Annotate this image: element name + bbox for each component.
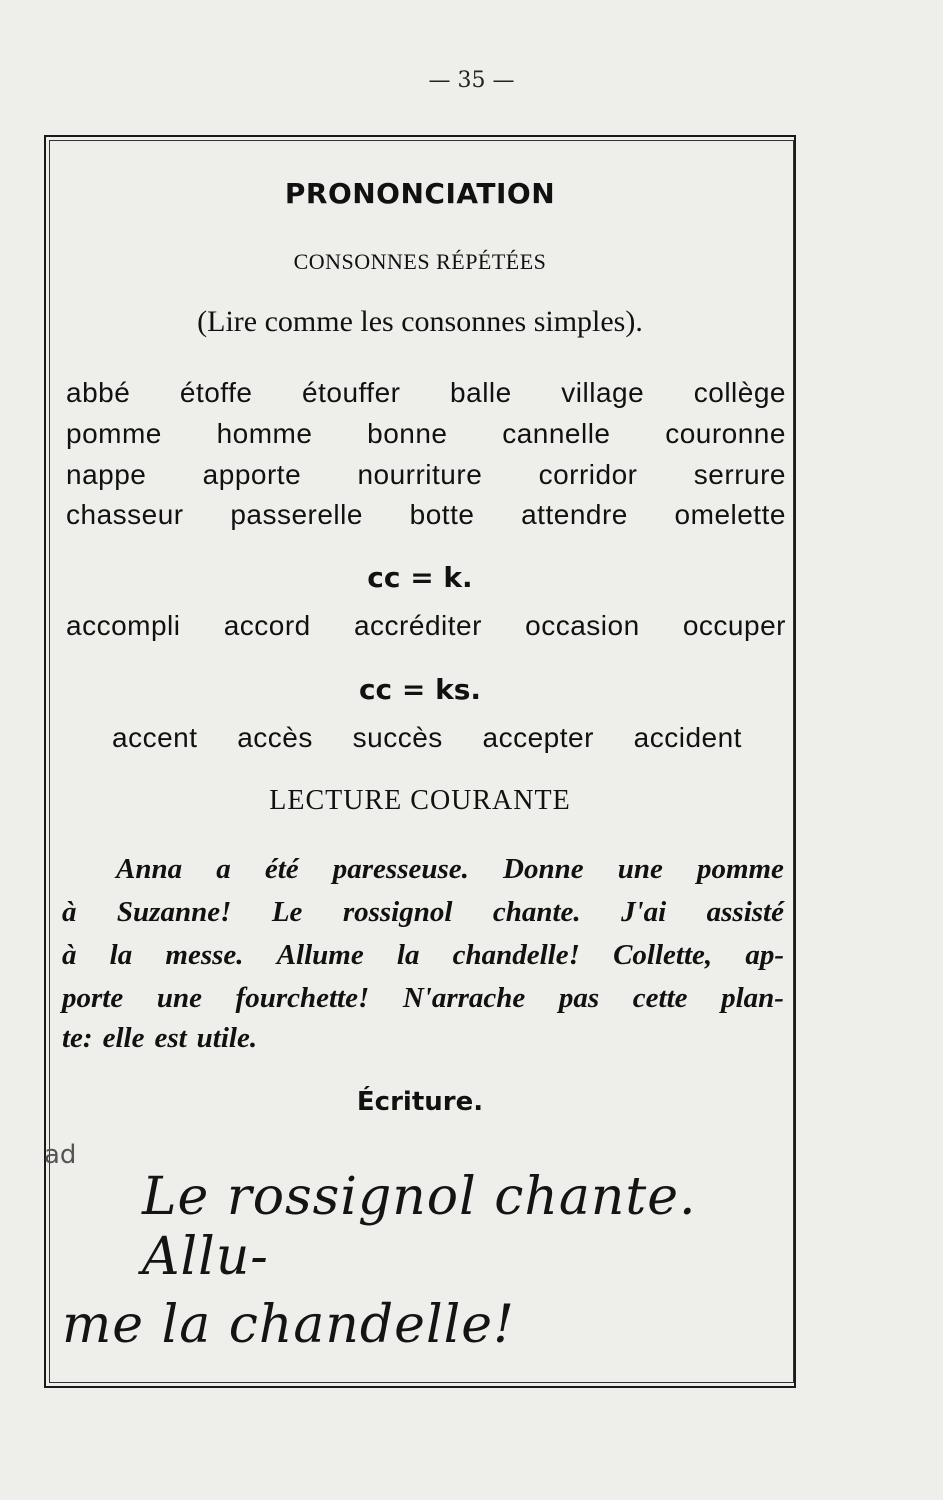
cursive-line-2: me la chandelle! [62,1295,515,1355]
reading-word: Allume [276,939,364,971]
word: étouffer [302,377,401,408]
reading-word: paresseuse. [332,853,469,885]
reading-word: plan- [721,982,784,1014]
word: homme [216,418,313,449]
reading-word: J'ai [621,896,667,928]
reading-word: Suzanne! [116,896,232,928]
word: abbé [66,377,131,408]
lesson-frame [44,135,796,1388]
page-number: — 35 — [428,68,515,93]
reading-word: ap- [745,939,784,971]
reading-word: la [396,939,420,971]
word: cannelle [502,418,611,449]
reading-word: fourchette! [235,982,370,1014]
reading-word: te: [62,1022,93,1054]
cursive-line-1: Le rossignol chante. Allu- [142,1167,697,1287]
word: bonne [367,418,448,449]
reading-word: Donne [503,853,584,885]
reading-word: rossignol [342,896,453,928]
word: couronne [665,418,786,449]
word: nourriture [357,459,483,490]
word-line-4 [66,499,786,531]
word: village [561,377,645,408]
word: omelette [674,499,786,530]
reading-word: à [62,896,77,928]
reading-line-2 [62,896,784,929]
word: balle [450,377,512,408]
rule-cc-k: cc = k. [367,561,473,594]
reading-word: chandelle! [452,939,580,971]
word: accepter [482,722,594,753]
reading-word: utile. [196,1022,258,1054]
reading-word: été [264,853,299,885]
word: accord [223,610,311,641]
word-line-1 [66,377,786,409]
reading-word: une [156,982,202,1014]
margin-pencil-note: ad [44,1140,77,1170]
word: attendre [521,499,628,530]
reading-word: chante. [492,896,581,928]
word: chasseur [66,499,184,530]
reading-line-3 [62,939,784,972]
word: étoffe [179,377,253,408]
word: succès [352,722,443,753]
reading-word: cette [632,982,688,1014]
word: passerelle [230,499,363,530]
ks-word-line [112,722,742,754]
word: serrure [693,459,786,490]
reading-word: est [154,1022,187,1054]
word: nappe [66,459,147,490]
word: accompli [66,610,181,641]
word: accident [633,722,742,753]
reading-word: assisté [706,896,784,928]
reading-line-4 [62,982,784,1015]
word: occasion [525,610,640,641]
rule-cc-ks: cc = ks. [358,673,482,706]
reading-word: porte [62,982,124,1014]
word: corridor [538,459,638,490]
reading-word: messe. [165,939,244,971]
k-word-line [66,610,786,642]
word: apporte [202,459,302,490]
reading-word: à [62,939,77,971]
reading-word: N'arrache [402,982,526,1014]
reading-line-5 [62,1022,784,1055]
word: collège [693,377,786,408]
reading-word: elle [102,1022,145,1054]
word: occuper [682,610,786,641]
word: pomme [66,418,162,449]
reading-word: Collette, [613,939,713,971]
reading-word: a [216,853,231,885]
section-subtitle: CONSONNES RÉPÉTÉES [293,249,547,274]
word: botte [409,499,475,530]
reading-word: pas [558,982,600,1014]
reading-word: Anna [116,853,183,885]
reading-word: une [617,853,663,885]
reading-word: la [109,939,133,971]
lecture-heading: LECTURE COURANTE [269,785,571,816]
reading-word: Le [271,896,303,928]
word: accréditer [353,610,482,641]
word: accent [112,722,198,753]
reading-instruction: (Lire comme les consonnes simples). [197,305,643,338]
reading-word: pomme [696,853,784,885]
word: accès [237,722,313,753]
word-line-3 [66,459,786,491]
section-title: PRONONCIATION [284,177,556,210]
reading-line-1 [116,853,784,886]
ecriture-heading: Écriture. [356,1087,484,1117]
word-line-2 [66,418,786,450]
